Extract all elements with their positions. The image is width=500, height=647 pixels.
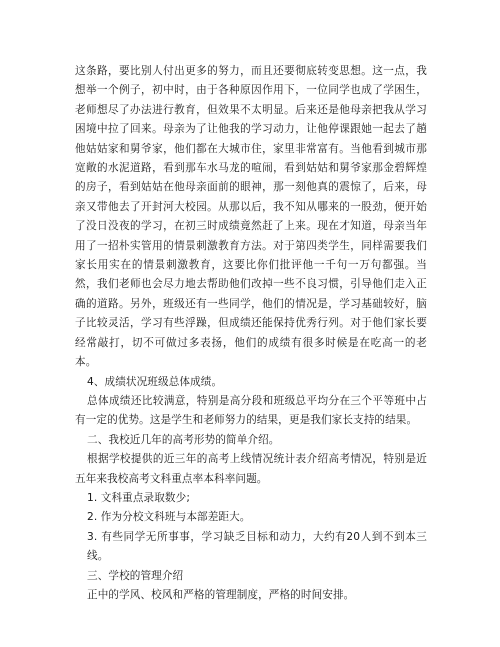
section-heading-exam-situation: 二、我校近几年的高考形势的简单介绍。: [87, 433, 280, 446]
body-paragraph-study-attitude: 这条路，要比别人付出更多的努力，而且还要彻底转变思想。这一点，我想举一个例子，初中时，由于各种原因作用下，一位同学也成了学困生，老师想尽了办法进行教育，但效果不太明显。后来还是他母亲把我从学习困境中拉了回来。母亲为了让他我的学习动力，让他停课跟她一起去了趟他姑姑家和舅爷家，他们都在大城市住，家里非常富有。当他看到城市那宽敞的水泥道路，看到那车水马龙的喧闹，看到姑姑和舅爷家那金碧辉煌的房子，看到姑姑在他母亲面前的眼神，那一刻他真的震惊了，后来，母亲又带他去了开封河大校园。从那以后，我不知从哪来的一股劲，便开始了没日没夜的学习，在初三时成绩竟然赶了上来。现在才知道，母亲当年用了一招朴实管用的情景刺激教育方法。对于第四类学生，同样需要我们家长用实在的情景刺激教育，这要比你们批评他一千句一万句都强。当然，我们老师也会尽力地去帮助他们改掉一些不良习惯，引导他们走入正确的道路。另外，班级还有一些同学，他们的情况是，学习基础较好，脑子比较灵活，学习有些浮躁，但成绩还能保持优秀行列。对于他们家长要经常敲打，切不可做过多表扬，他们的成绩有很多时候是在吃高一的老本。: [75, 65, 427, 369]
list-item-2: 2. 作为分校文科班与本部差距大。: [87, 511, 251, 524]
body-paragraph-management: 正中的学风、校风和严格的管理制度，严格的时间安排。: [87, 588, 355, 601]
list-item-1: 1. 文科重点录取数少;: [87, 491, 190, 504]
section-heading-class-grades: 4、成绩状况班级总体成绩。: [87, 375, 223, 388]
section-heading-school-management: 三、学校的管理介绍: [87, 569, 184, 582]
body-paragraph-exam-statistics: 根据学校提供的近三年的高考上线情况统计表介绍高考情况，特别是近五年来我校高考文科重点率本科率问题。: [75, 453, 427, 485]
list-item-3: 3. 有些同学无所事事，学习缺乏目标和动力，大约有20人到不到本三线。: [87, 530, 427, 563]
document-page: [75, 62, 427, 605]
body-paragraph-overall-grades: 总体成绩还比较满意，特别是高分段和班级总平均分在三个平等班中占有一定的优势。这是学生和老师努力的结果，更是我们家长支持的结果。: [75, 394, 427, 427]
